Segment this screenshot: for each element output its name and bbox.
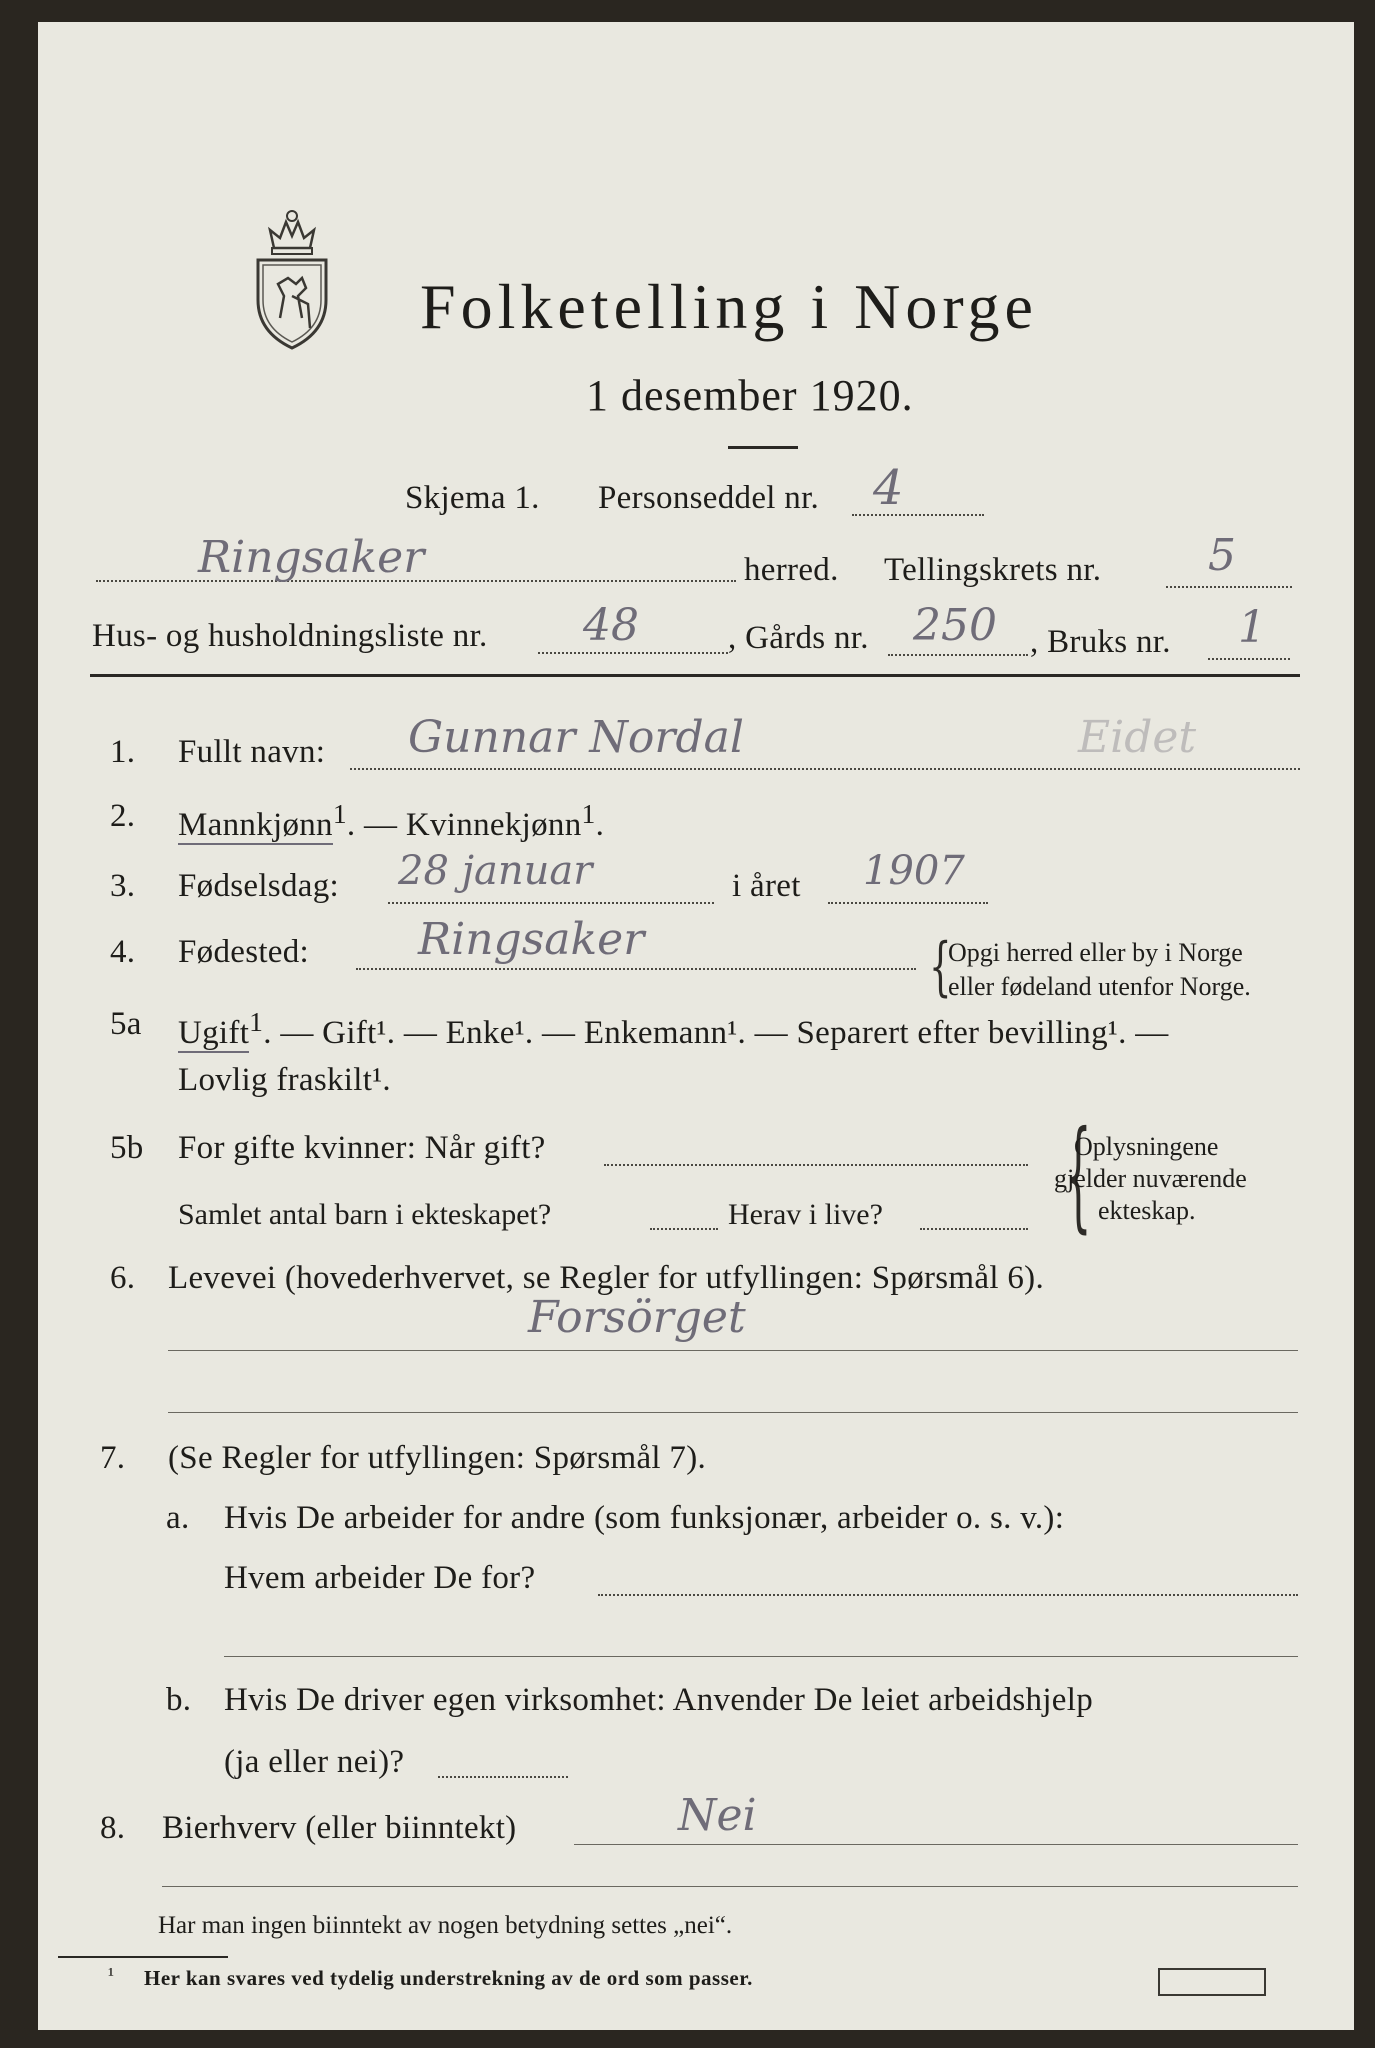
q1-value-struck: Eidet — [1078, 712, 1197, 763]
husholdning-value[interactable]: 48 — [583, 600, 639, 651]
footer-note: Har man ingen biinntekt av nogen betydning settes „nei“. — [158, 1912, 733, 1939]
q7-number: 7. — [100, 1440, 126, 1476]
coat-of-arms-emblem — [252, 200, 332, 355]
gards-label: , Gårds nr. — [728, 620, 869, 656]
q2-separator: . — — [346, 807, 406, 843]
q5b-line2b: Herav i live? — [728, 1198, 883, 1231]
q5b-number: 5b — [110, 1130, 144, 1166]
q2-options: Mannkjønn$^1$. — Kvinnekjønn$^1$. — [178, 798, 605, 843]
q5b-children-line — [650, 1228, 718, 1230]
q1-label: Fullt navn: — [178, 734, 326, 770]
q6-label: Levevei (hovederhvervet, se Regler for utfyllingen: Spørsmål 6). — [168, 1260, 1045, 1296]
husholdning-label: Hus- og husholdningsliste nr. — [92, 618, 488, 654]
q4-number: 4. — [110, 934, 136, 970]
q8-line1 — [574, 1844, 1298, 1845]
q7a-employer-line — [598, 1594, 1298, 1596]
q3-value[interactable]: 28 januar — [398, 848, 593, 894]
form-title: Folketelling i Norge — [420, 271, 1038, 342]
form-date: 1 desember 1920. — [586, 371, 914, 420]
q7a-letter: a. — [166, 1500, 190, 1536]
q5b-note-brace: { — [1064, 1106, 1092, 1245]
q1-line — [350, 768, 1300, 770]
footnote-mark: ¹ — [108, 1964, 114, 1986]
q1-value[interactable]: Gunnar Nordal — [408, 712, 744, 763]
bruks-label: , Bruks nr. — [1030, 624, 1171, 660]
q3-number: 3. — [110, 868, 136, 904]
husholdning-line — [538, 652, 728, 654]
footnote-rule — [58, 1956, 228, 1958]
bruks-value[interactable]: 1 — [1238, 602, 1266, 653]
q8-line2 — [162, 1886, 1298, 1887]
q2-male-option[interactable]: Mannkjønn — [178, 807, 333, 843]
q8-number: 8. — [100, 1810, 126, 1846]
q6-value[interactable]: Forsörget — [528, 1292, 746, 1343]
tellingskrets-label: Tellingskrets nr. — [884, 552, 1102, 588]
q5b-line1: For gifte kvinner: Når gift? — [178, 1130, 546, 1166]
q3-year-label: i året — [732, 868, 801, 904]
q3-label: Fødselsdag: — [178, 868, 339, 904]
q1-number: 1. — [110, 734, 136, 770]
q7b-letter: b. — [166, 1682, 192, 1718]
q6-line1 — [168, 1350, 1298, 1351]
q5b-note2: gjelder nuværende — [1054, 1164, 1247, 1193]
personseddel-line — [852, 514, 984, 516]
q5a-ugift-option[interactable]: Ugift — [178, 1015, 250, 1051]
census-form-page — [38, 22, 1354, 2030]
printer-stamp — [1158, 1968, 1266, 1996]
bruks-line — [1208, 658, 1290, 660]
gards-value[interactable]: 250 — [913, 600, 997, 651]
q2-end: . — [595, 807, 605, 843]
q4-value[interactable]: Ringsaker — [418, 914, 645, 965]
tellingskrets-value[interactable]: 5 — [1208, 530, 1236, 581]
q5b-line2a: Samlet antal barn i ekteskapet? — [178, 1198, 552, 1231]
q7b-answer-line — [438, 1776, 568, 1778]
q4-line — [356, 968, 916, 970]
q6-number: 6. — [110, 1260, 136, 1296]
q6-line2 — [168, 1412, 1298, 1413]
q5b-note3: ekteskap. — [1098, 1196, 1196, 1225]
header-separator — [90, 674, 1300, 677]
q7b-line1: Hvis De driver egen virksomhet: Anvender De leiet arbeidshjelp — [224, 1682, 1094, 1718]
q8-label: Bierhverv (eller biinntekt) — [162, 1810, 517, 1846]
q5b-alive-line — [920, 1228, 1028, 1230]
q2-female-option[interactable]: Kvinnekjønn — [405, 807, 582, 843]
q7b-line2: (ja eller nei)? — [224, 1744, 405, 1780]
herred-label: herred. — [744, 552, 839, 588]
personseddel-value[interactable]: 4 — [873, 460, 904, 516]
personseddel-label: Personseddel nr. — [598, 480, 820, 516]
q5a-line2: Lovlig fraskilt¹. — [178, 1062, 391, 1098]
gards-line — [888, 654, 1028, 656]
q5a-options: Ugift$^1$. — Gift¹. — Enke¹. — Enkemann¹. — Separert efter bevilling¹. — — [178, 1006, 1169, 1051]
q3-year-line — [828, 902, 988, 904]
q2-number: 2. — [110, 798, 136, 834]
q5b-note1: Oplysningene — [1074, 1132, 1219, 1161]
q4-note-line2: eller fødeland utenfor Norge. — [948, 972, 1251, 1001]
q4-note-brace: { — [929, 930, 952, 1004]
q3-year-value[interactable]: 1907 — [863, 848, 965, 894]
title-divider — [728, 446, 798, 449]
q8-value[interactable]: Nei — [678, 1790, 757, 1841]
tellingskrets-line — [1166, 586, 1292, 588]
footnote-text: Her kan svares ved tydelig understrekning av de ord som passer. — [144, 1966, 753, 1990]
q7a-extra-line — [224, 1656, 1298, 1657]
q4-note-line1: Opgi herred eller by i Norge — [948, 938, 1243, 967]
q7a-line2: Hvem arbeider De for? — [224, 1560, 536, 1596]
q5b-married-line — [604, 1164, 1028, 1166]
q4-label: Fødested: — [178, 934, 310, 970]
herred-value[interactable]: Ringsaker — [198, 532, 425, 583]
q7-label: (Se Regler for utfyllingen: Spørsmål 7). — [168, 1440, 707, 1476]
q5a-other-options: . — Gift¹. — Enke¹. — Enkemann¹. — Separert efter bevilling¹. — — [263, 1015, 1169, 1051]
q5a-number: 5a — [110, 1006, 142, 1042]
q3-line — [388, 902, 714, 904]
q7a-line1: Hvis De arbeider for andre (som funksjonær, arbeider o. s. v.): — [224, 1500, 1065, 1536]
skjema-label: Skjema 1. — [405, 480, 540, 516]
